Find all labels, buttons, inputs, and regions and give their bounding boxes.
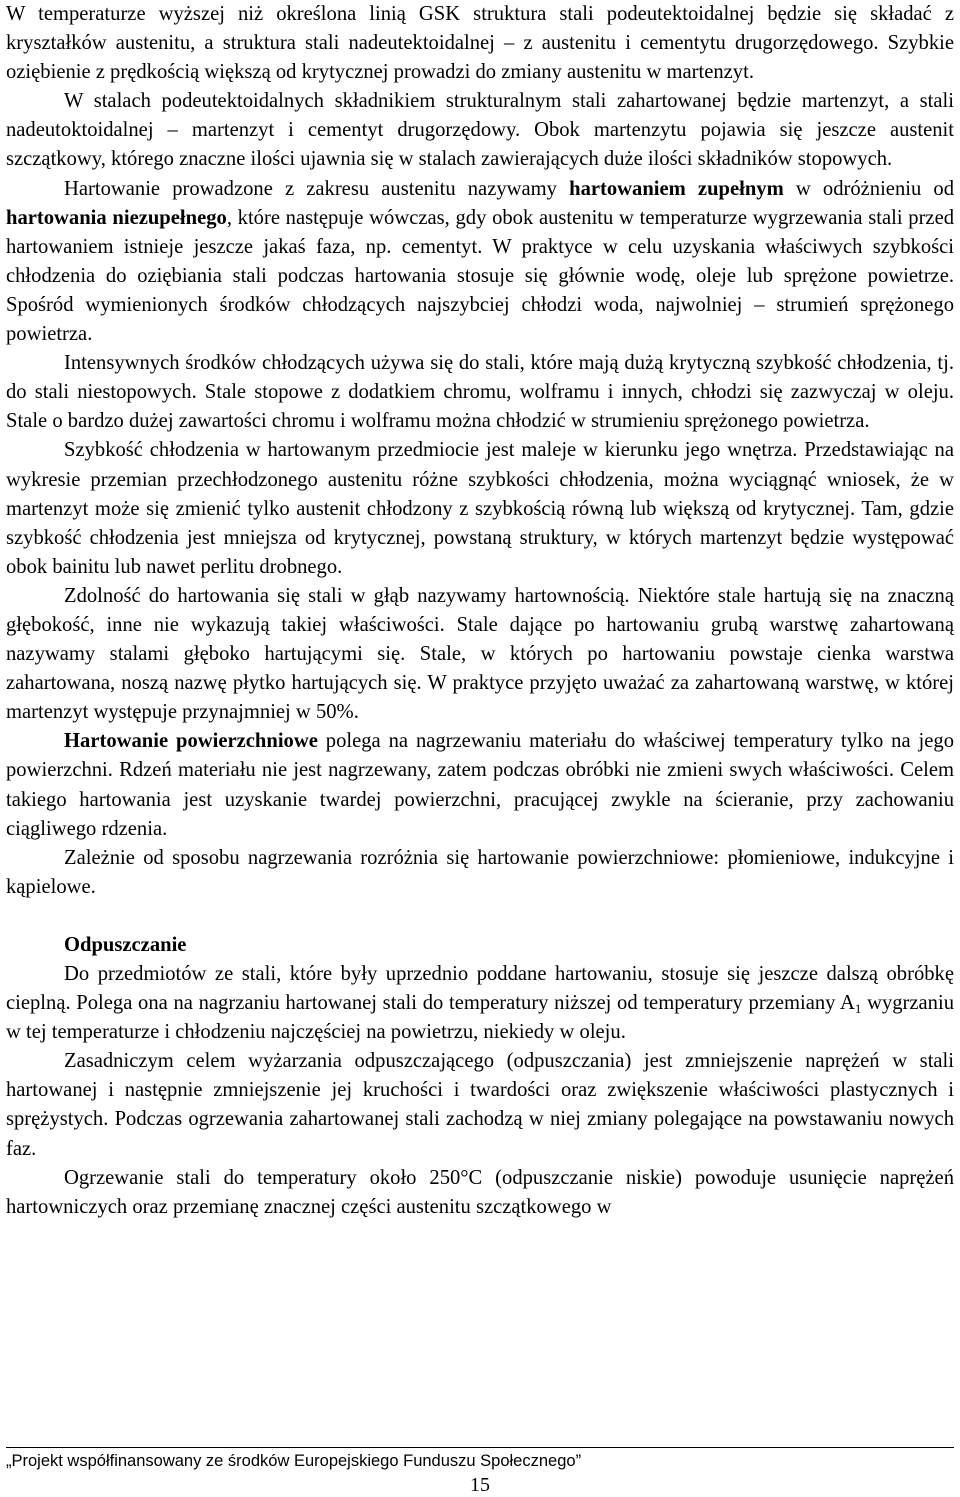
- footer-funding-note: „Projekt współfinansowany ze środków Europejskiego Funduszu Społecznego”: [6, 1452, 582, 1470]
- spacer: [6, 902, 954, 931]
- subscript: 1: [854, 1001, 862, 1017]
- page-number: 15: [470, 1474, 490, 1496]
- term-surface-hardening: Hartowanie powierzchniowe: [64, 730, 318, 753]
- term-partial-hardening: hartowania niezupełnego: [6, 206, 227, 229]
- paragraph-cooling-agents: Intensywnych środków chłodzących używa się do stali, które mają dużą krytyczną szybkość chłodzenia, tj. do stali niestopowych. Stale stopowe z dodatkiem chromu, wolframu i innych, chłodzi się zazwyczaj w oleju. Stale o bardzo dużej zawartości chromu i wolframu można chłodzić w strumieniu sprężonego powietrza.: [6, 352, 954, 433]
- paragraph-gsk-structure: W temperaturze wyższej niż określona linią GSK struktura stali podeutektoidalnej będzie się składać z kryształków austenitu, a struktura stali nadeutektoidalnej – z austenitu i cementytu drugorzędowego. Szybkie oziębienie z prędkością większą od krytycznej prowadzi do zmiany austenitu w martenzyt.: [6, 3, 954, 84]
- paragraph-surface-hardening-types: Zależnie od sposobu nagrzewania rozróżnia się hartowanie powierzchniowe: płomieniowe, indukcyjne i kąpielowe.: [6, 846, 954, 898]
- paragraph-cooling-rate: Szybkość chłodzenia w hartowanym przedmiocie jest maleje w kierunku jego wnętrza. Przedstawiając na wykresie przemian przechłodzonego austenitu różne szybkości chłodzenia, można wyciągnąć wniosek, że w martenzyt może się zmienić tylko austenit chłodzony z szybkością równą lub większą od krytycznej. Tam, gdzie szybkość chłodzenia jest mniejsza od krytycznej, powstaną struktury, w których martenzyt będzie występować obok bainitu lub nawet perlitu drobnego.: [6, 439, 954, 578]
- text-run: wygrzaniu w tej temperaturze i chłodzeniu najczęściej na powietrzu, niekiedy w oleju.: [6, 992, 954, 1044]
- paragraph-surface-hardening: [6, 727, 954, 843]
- term-full-hardening: hartowaniem zupełnym: [569, 177, 784, 200]
- text-run: w odróżnieniu od: [783, 177, 954, 200]
- text-run: polega na nagrzewaniu materiału do właściwej temperatury tylko na jego powierzchni. Rdzeń materiału nie jest nagrzewany, zatem podczas obróbki nie zmieni swych właściwości. Celem takiego hartowania jest uzyskanie twardej powierzchni, pracującej zwykle na ścieranie, przy zachowaniu ciągliwego rdzenia.: [6, 730, 954, 840]
- footer-divider: [6, 1447, 954, 1448]
- text-run: , które następuje wówczas, gdy obok austenitu w temperaturze wygrzewania stali przed hartowaniem istnieje jeszcze jakaś faza, np. cementyt. W praktyce w celu uzyskania właściwych szybkości chłodzenia do oziębiania stali podczas hartowania stosuje się głównie wodę, oleje lub sprężone powietrze. Spośród wymienionych środków chłodzących najszybciej chłodzi woda, najwolniej – strumień sprężonego powietrza.: [6, 206, 955, 346]
- section-heading-tempering: Odpuszczanie: [64, 933, 187, 956]
- paragraph-full-hardening: [6, 175, 954, 350]
- paragraph-tempering-definition: [6, 960, 954, 1047]
- text-run: Hartowanie prowadzone z zakresu austenitu nazywamy: [64, 177, 570, 200]
- paragraph-tempering-purpose: Zasadniczym celem wyżarzania odpuszczającego (odpuszczania) jest zmniejszenie naprężeń w stali hartowanej i następnie zmniejszenie jej kruchości i twardości oraz zwiększenie właściwości plastycznych i sprężystych. Podczas ogrzewania zahartowanej stali zachodzą w niej zmiany polegające na powstawaniu nowych faz.: [6, 1050, 954, 1160]
- paragraph-hardened-steel-components: W stalach podeutektoidalnych składnikiem strukturalnym stali zahartowanej będzie martenzyt, a stali nadeutoktoidalnej – martenzyt i cementyt drugorzędowy. Obok martenzytu pojawia się jeszcze austenit szczątkowy, którego znaczne ilości ujawnia się w stalach zawierających duże ilości składników stopowych.: [6, 90, 954, 171]
- text-run: Do przedmiotów ze stali, które były uprzednio poddane hartowaniu, stosuje się jeszcze dalszą obróbkę cieplną. Polega ona na nagrzaniu hartowanej stali do temperatury niższej od temperatury przemiany A: [6, 963, 954, 1015]
- paragraph-low-tempering: Ogrzewanie stali do temperatury około 250°C (odpuszczanie niskie) powoduje usunięcie naprężeń hartowniczych oraz przemianę znacznej części austenitu szczątkowego w: [6, 1166, 954, 1218]
- paragraph-hardenability: Zdolność do hartowania się stali w głąb nazywamy hartownością. Niektóre stale hartują się na znaczną głębokość, inne nie wykazują takiej właściwości. Stale dające po hartowaniu grubą warstwę zahartowaną nazywamy stalami głęboko hartującymi się. Stale, w których po hartowaniu powstaje cienka warstwa zahartowana, noszą nazwę płytko hartujących się. W praktyce przyjęto uważać za zahartowaną warstwę, w której martenzyt występuje przynajmniej w 50%.: [6, 584, 954, 724]
- document-body: [6, 0, 954, 1222]
